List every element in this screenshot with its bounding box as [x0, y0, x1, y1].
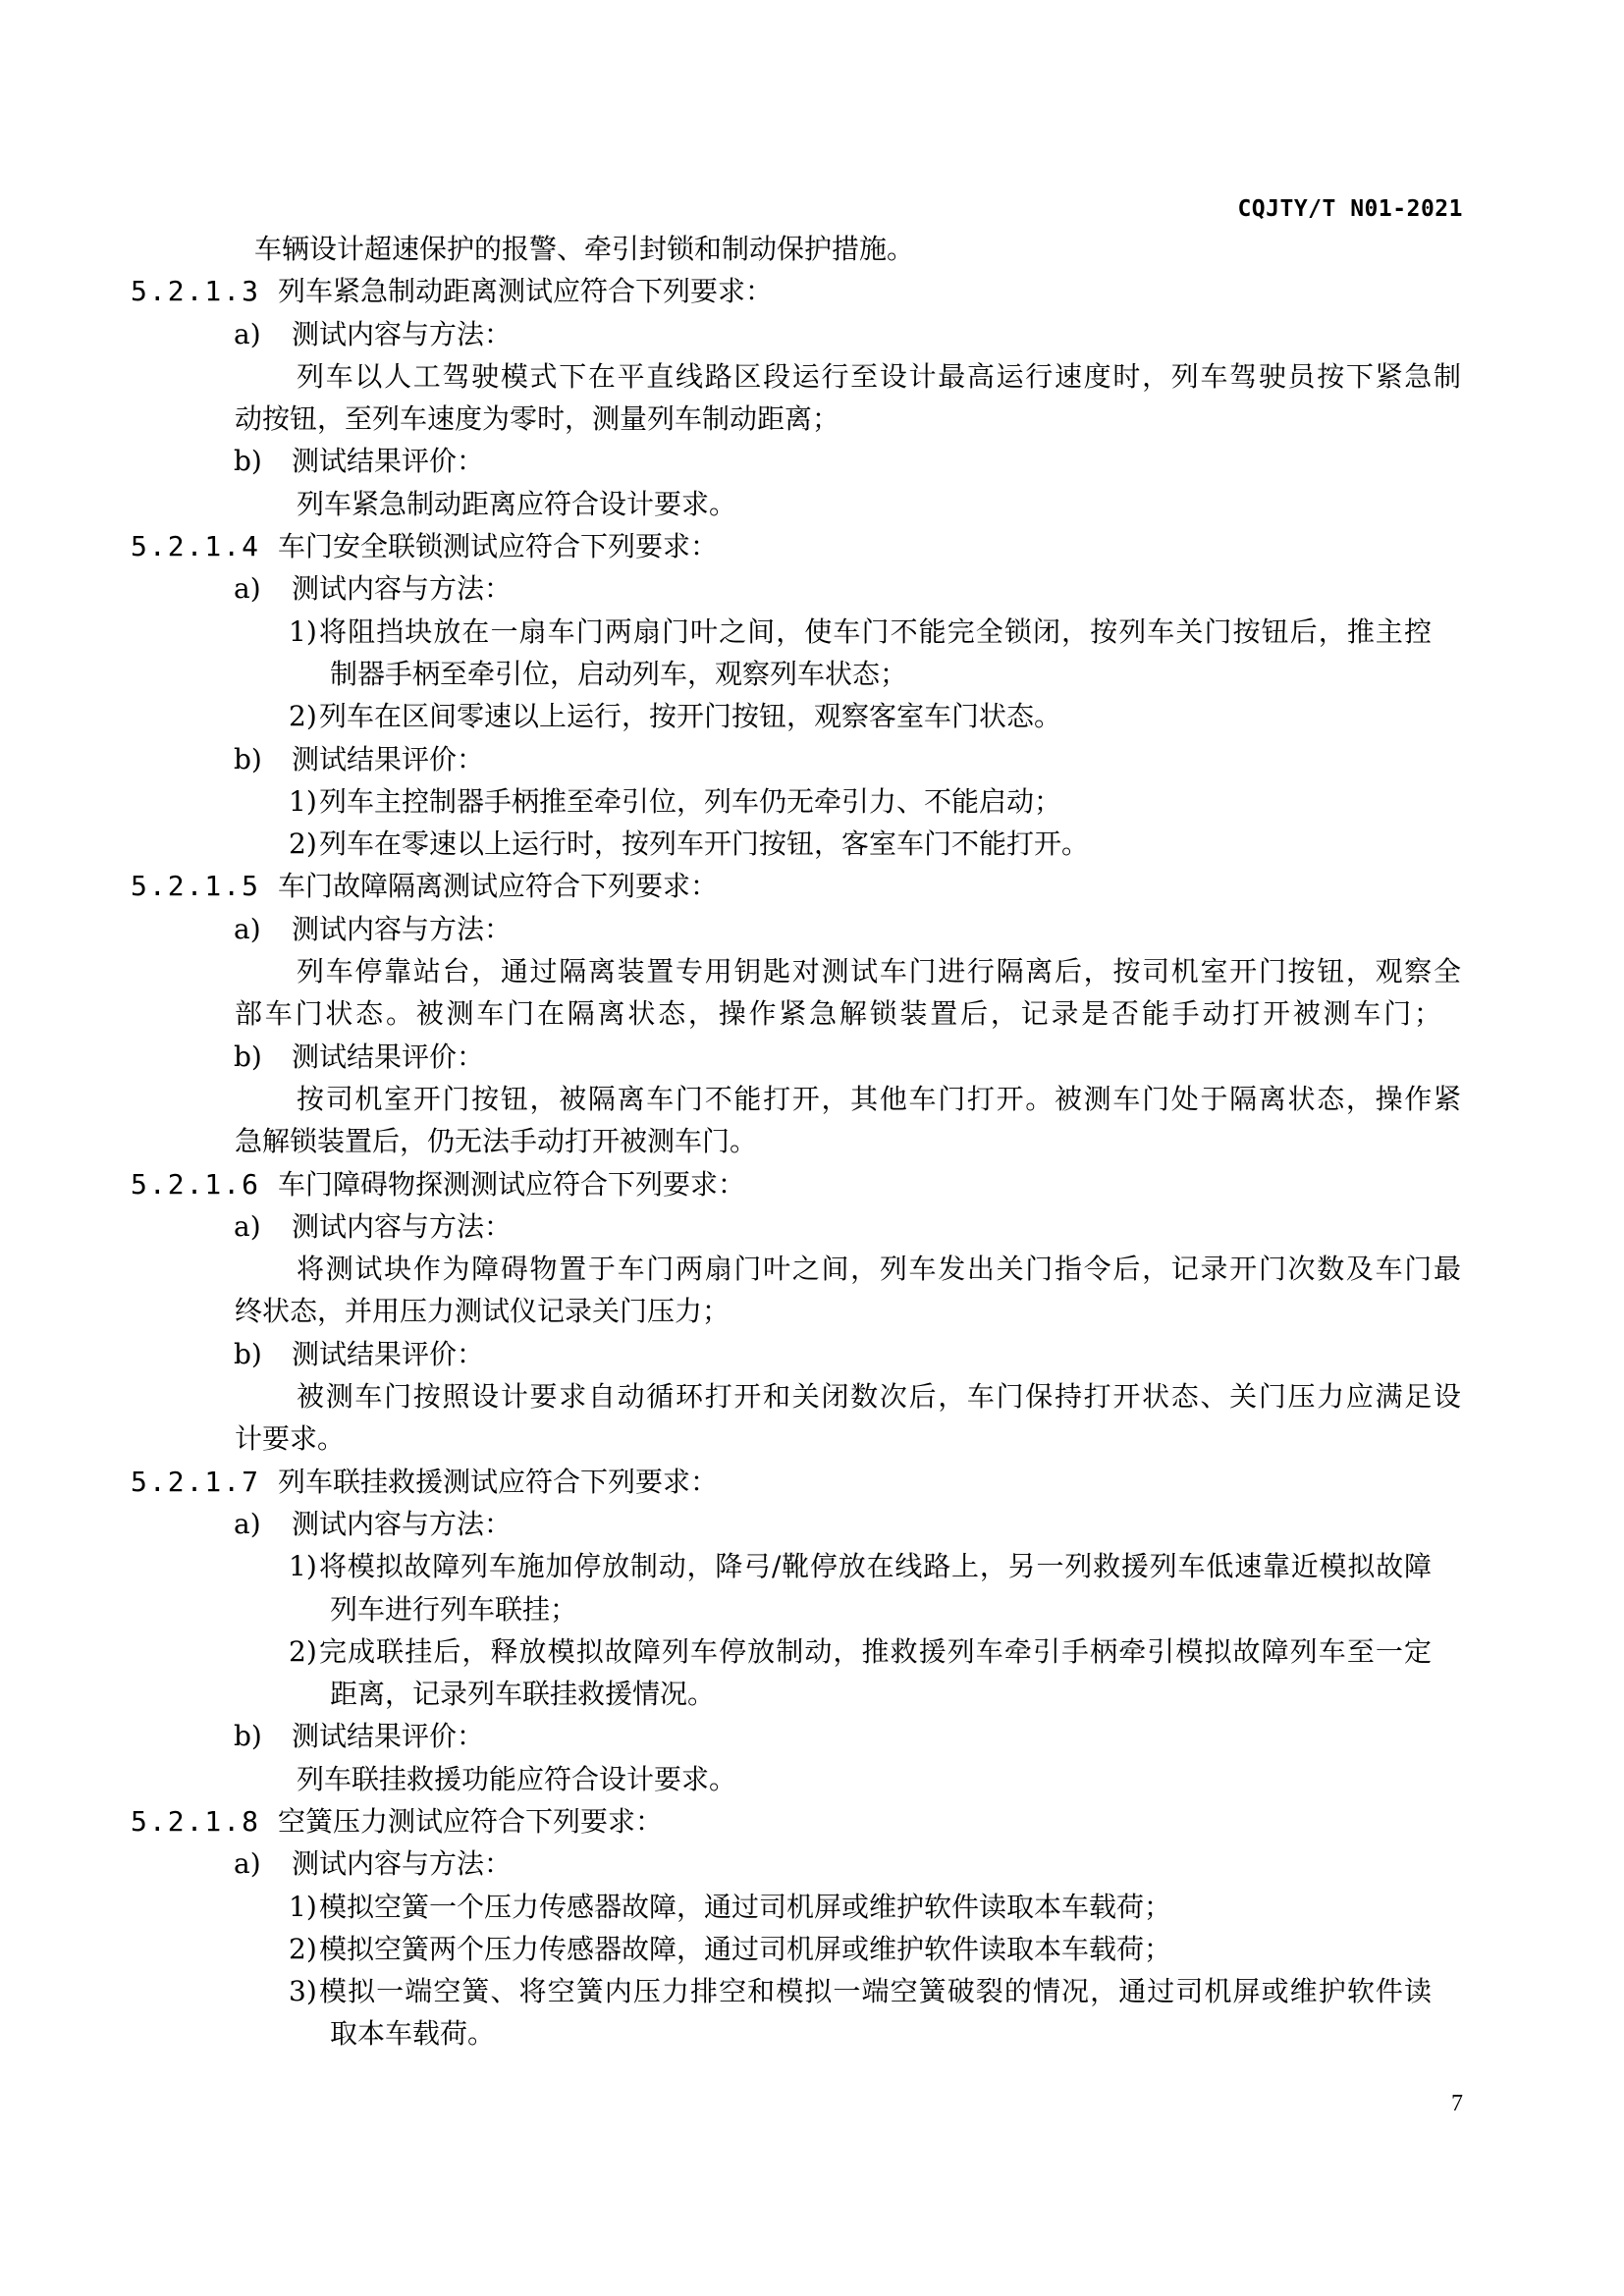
list-item: 1)列车主控制器手柄推至牵引位，列车仍无牵引力、不能启动； [289, 784, 1062, 818]
text-line: 车辆设计超速保护的报警、牵引封锁和制动保护措施。 [254, 233, 915, 265]
text-line: 距离，记录列车联挂救援情况。 [330, 1678, 716, 1711]
text-line: 被测车门按照设计要求自动循环打开和关闭数次后，车门保持打开状态、关门压力应满足设 [297, 1380, 1461, 1414]
section-heading-5-2-1-3: 5.2.1.3 列车紧急制动距离测试应符合下列要求： [131, 275, 774, 308]
list-item: b) 测试结果评价： [234, 445, 485, 478]
list-item: a) 测试内容与方法： [234, 1209, 513, 1243]
page-number: 7 [1451, 2091, 1463, 2116]
list-item: a) 测试内容与方法： [234, 317, 513, 350]
text-line: 列车联挂救援功能应符合设计要求。 [297, 1762, 737, 1795]
list-item: b) 测试结果评价： [234, 1337, 485, 1370]
text-line: 制器手柄至牵引位，启动列车，观察列车状态； [330, 657, 908, 690]
section-heading-5-2-1-7: 5.2.1.7 列车联挂救援测试应符合下列要求： [131, 1465, 719, 1498]
section-heading-5-2-1-6: 5.2.1.6 车门障碍物探测测试应符合下列要求： [131, 1167, 746, 1201]
text-line: 列车停靠站台，通过隔离装置专用钥匙对测试车门进行隔离后，按司机室开门按钮，观察全 [297, 955, 1461, 988]
text-line: 列车以人工驾驶模式下在平直线路区段运行至设计最高运行速度时，列车驾驶员按下紧急制 [297, 359, 1461, 393]
list-item: b) 测试结果评价： [234, 1040, 485, 1073]
section-heading-5-2-1-5: 5.2.1.5 车门故障隔离测试应符合下列要求： [131, 870, 719, 903]
text-line: 部车门状态。被测车门在隔离状态，操作紧急解锁装置后，记录是否能手动打开被测车门； [235, 997, 1441, 1031]
text-line: 按司机室开门按钮，被隔离车门不能打开，其他车门打开。被测车门处于隔离状态，操作紧 [297, 1082, 1461, 1115]
text-line: 列车进行列车联挂； [330, 1592, 578, 1626]
list-item: 3)模拟一端空簧、将空簧内压力排空和模拟一端空簧破裂的情况，通过司机屏或维护软件读 [289, 1975, 1432, 2008]
list-item: b) 测试结果评价： [234, 1720, 485, 1753]
document-code: CQJTY/T N01-2021 [1237, 196, 1463, 222]
text-line: 急解锁装置后，仍无法手动打开被测车门。 [235, 1125, 758, 1158]
text-line: 计要求。 [235, 1422, 346, 1456]
list-item: 2)列车在区间零速以上运行，按开门按钮，观察客室车门状态。 [289, 700, 1062, 733]
text-line: 动按钮，至列车速度为零时，测量列车制动距离； [235, 402, 840, 436]
list-item: 2)模拟空簧两个压力传感器故障，通过司机屏或维护软件读取本车载荷； [289, 1932, 1172, 1965]
list-item: 2)完成联挂后，释放模拟故障列车停放制动，推救援列车牵引手柄牵引模拟故障列车至一定 [289, 1634, 1432, 1668]
text-line: 列车紧急制动距离应符合设计要求。 [297, 487, 737, 520]
section-heading-5-2-1-4: 5.2.1.4 车门安全联锁测试应符合下列要求： [131, 530, 719, 563]
list-item: 2)列车在零速以上运行时，按列车开门按钮，客室车门不能打开。 [289, 828, 1090, 861]
list-item: a) 测试内容与方法： [234, 572, 513, 606]
section-heading-5-2-1-8: 5.2.1.8 空簧压力测试应符合下列要求： [131, 1804, 664, 1838]
list-item: 1)将阻挡块放在一扇车门两扇门叶之间，使车门不能完全锁闭，按列车关门按钮后，推主控 [289, 614, 1432, 648]
text-line: 将测试块作为障碍物置于车门两扇门叶之间，列车发出关门指令后，记录开门次数及车门最 [297, 1253, 1461, 1286]
list-item: a) 测试内容与方法： [234, 912, 513, 945]
document-body [131, 228, 1463, 2056]
list-item: a) 测试内容与方法： [234, 1507, 513, 1540]
text-line: 取本车载荷。 [330, 2017, 496, 2051]
list-item: 1)模拟空簧一个压力传感器故障，通过司机屏或维护软件读取本车载荷； [289, 1890, 1172, 1923]
list-item: 1)将模拟故障列车施加停放制动，降弓/靴停放在线路上，另一列救援列车低速靠近模拟故障 [289, 1550, 1432, 1583]
list-item: a) 测试内容与方法： [234, 1847, 513, 1881]
text-line: 终状态，并用压力测试仪记录关门压力； [235, 1295, 731, 1328]
list-item: b) 测试结果评价： [234, 742, 485, 775]
